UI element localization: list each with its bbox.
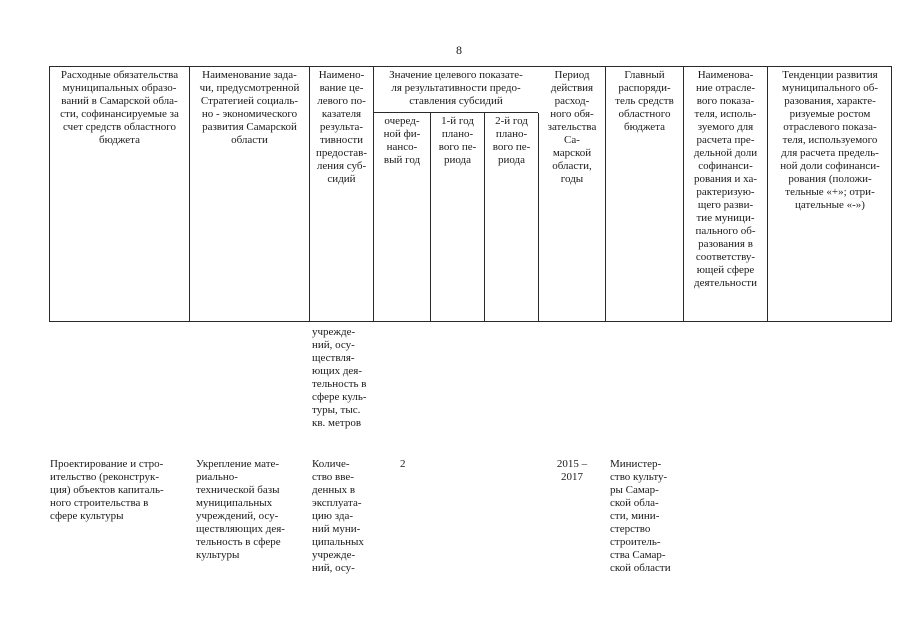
header-obligations: Расходные обязательства муниципальных образо- ваний в Самарской обла- сти, софинансируемые за счет средств областного бюджета [50, 67, 190, 321]
row-value: 2 [400, 458, 406, 470]
row-task: Укрепление мате- риально- технической базы муниципальных учреждений, осу- ществляющих дея- тельность в сфере культуры [196, 458, 285, 561]
table-header [49, 66, 892, 322]
header-indicator-values: Значение целевого показате- ля результативности предо- ставления субсидий [389, 69, 523, 107]
row-obligation: Проектирование и стро- ительство (реконструк- ция) объектов капиталь- ного строительства в сфере культуры [50, 458, 164, 522]
header-trends: Тенденции развития муниципального об- разования, характе- ризуемые ростом отраслевого показа- теля, используемого для расчета предель- ной доли софинанси- рования (положи- тельные «+»; отри- цательные «-») [780, 69, 880, 211]
header-current-year: очеред- ной фи- нансо- вый год [374, 113, 431, 321]
header-indicator-name: Наимено- вание це- левого по- казателя результа- тивности предостав- ления суб- сидий [310, 67, 374, 321]
header-plan-year-2: 2-й год планo- вого пе- риода [485, 113, 539, 321]
page-number: 8 [456, 43, 462, 57]
row-period: 2015 – 2017 [556, 458, 588, 483]
row-manager: Министер- ство культу- ры Самар- ской обла- сти, мини- стерство строитель- ства Самар- ской области [610, 458, 671, 574]
header-manager: Главный распоряди- тель средств областного бюджета [606, 67, 684, 321]
header-plan-year-1: 1-й год планo- вого пе- риода [431, 113, 485, 321]
indicator-continuation: учрежде- ний, осу- ществля- ющих дея- тельность в сфере куль- туры, тыс. кв. метров [312, 326, 367, 429]
row-indicator: Количе- ство вве- денных в эксплуата- цию зда- ний муни- ципальных учрежде- ний, осу- [312, 458, 364, 574]
header-strategy-task: Наименование зада- чи, предусмотренной Стратегией социаль- но - экономического развития Самарской области [190, 67, 310, 321]
header-period: Период действия расход- ного обя- зательства Са- марской области, годы [539, 67, 606, 321]
header-sector-indicator: Наименова- ние отрасле- вого показа- теля, исполь- зуемого для расчета пре- дельной доли софинанси- рования и ха- рактеризую- щего разви- тие муници- пального об- разования в соответству- ющей сфере деятельности [684, 67, 768, 321]
